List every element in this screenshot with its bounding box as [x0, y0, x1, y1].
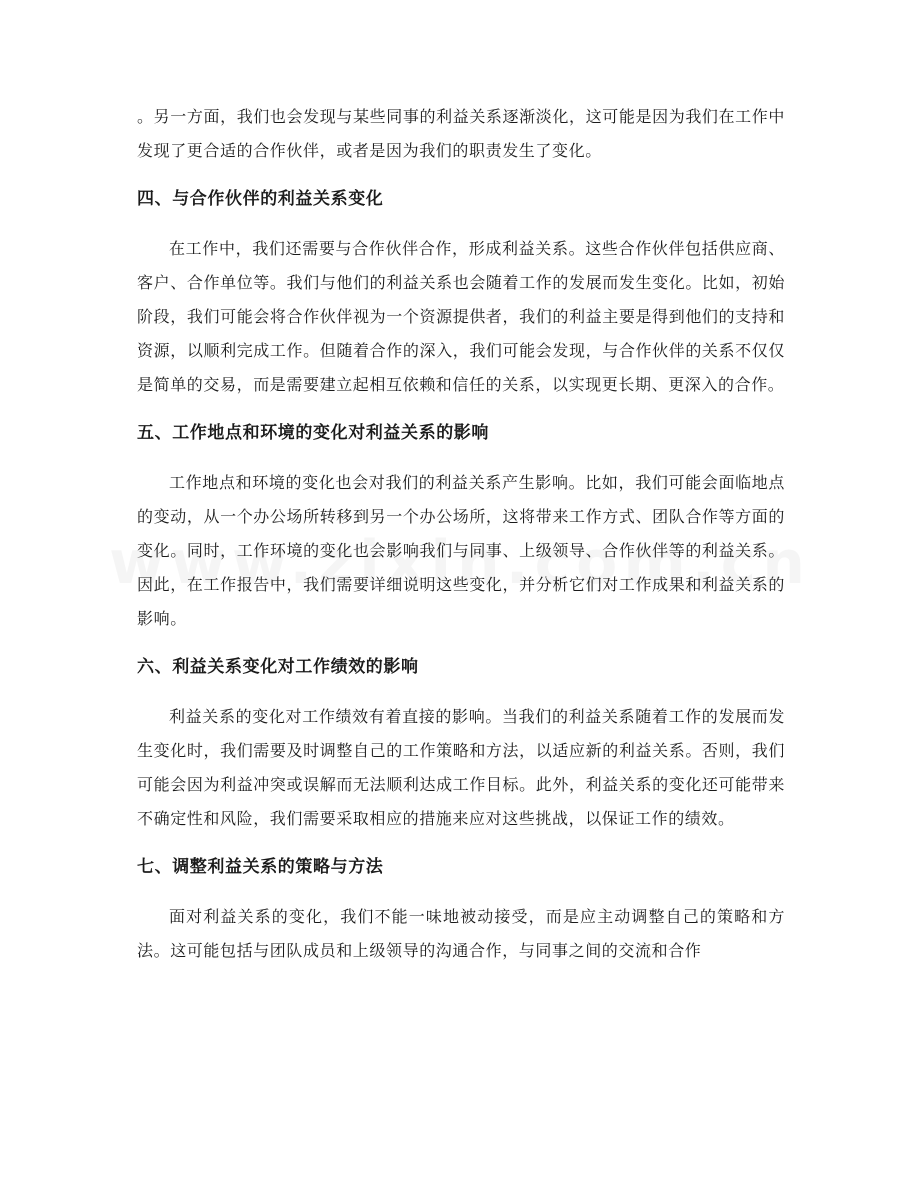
paragraph-continuation: 。另一方面，我们也会发现与某些同事的利益关系逐渐淡化，这可能是因为我们在工作中发现了更合适的合作伙伴，或者是因为我们的职责发生了变化。: [137, 107, 785, 160]
section-5-paragraph: 工作地点和环境的变化也会对我们的利益关系产生影响。比如，我们可能会面临地点的变动，从一个办公场所转移到另一个办公场所，这将带来工作方式、团队合作等方面的变化。同时，工作环境的变化也会影响我们与同事、上级领导、合作伙伴等的利益关系。因此，在工作报告中，我们需要详细说明这些变化，并分析它们对工作成果和利益关系的影响。: [137, 473, 785, 628]
section-4-paragraph: 在工作中，我们还需要与合作伙伴合作，形成利益关系。这些合作伙伴包括供应商、客户、合作单位等。我们与他们的利益关系也会随着工作的发展而发生变化。比如，初始阶段，我们可能会将合作伙伴视为一个资源提供者，我们的利益主要是得到他们的支持和资源，以顺利完成工作。但随着合作的深入，我们可能会发现，与合作伙伴的关系不仅仅是简单的交易，而是需要建立起相互依赖和信任的关系，以实现更长期、更深入的合作。: [137, 239, 785, 394]
section-heading-5: 五、工作地点和环境的变化对利益关系的影响: [137, 423, 489, 443]
section-heading-7: 七、调整利益关系的策略与方法: [137, 857, 384, 877]
section-7-paragraph: 面对利益关系的变化，我们不能一味地被动接受，而是应主动调整自己的策略和方法。这可能包括与团队成员和上级领导的沟通合作，与同事之间的交流和合作: [137, 907, 785, 960]
section-6-paragraph: 利益关系的变化对工作绩效有着直接的影响。当我们的利益关系随着工作的发展而发生变化时，我们需要及时调整自己的工作策略和方法，以适应新的利益关系。否则，我们可能会因为利益冲突或误解而无法顺利达成工作目标。此外，利益关系的变化还可能带来不确定性和风险，我们需要采取相应的措施来应对这些挑战，以保证工作的绩效。: [137, 707, 785, 828]
section-heading-6: 六、利益关系变化对工作绩效的影响: [137, 657, 419, 677]
document-body: [137, 100, 785, 968]
section-heading-4: 四、与合作伙伴的利益关系变化: [137, 189, 384, 209]
